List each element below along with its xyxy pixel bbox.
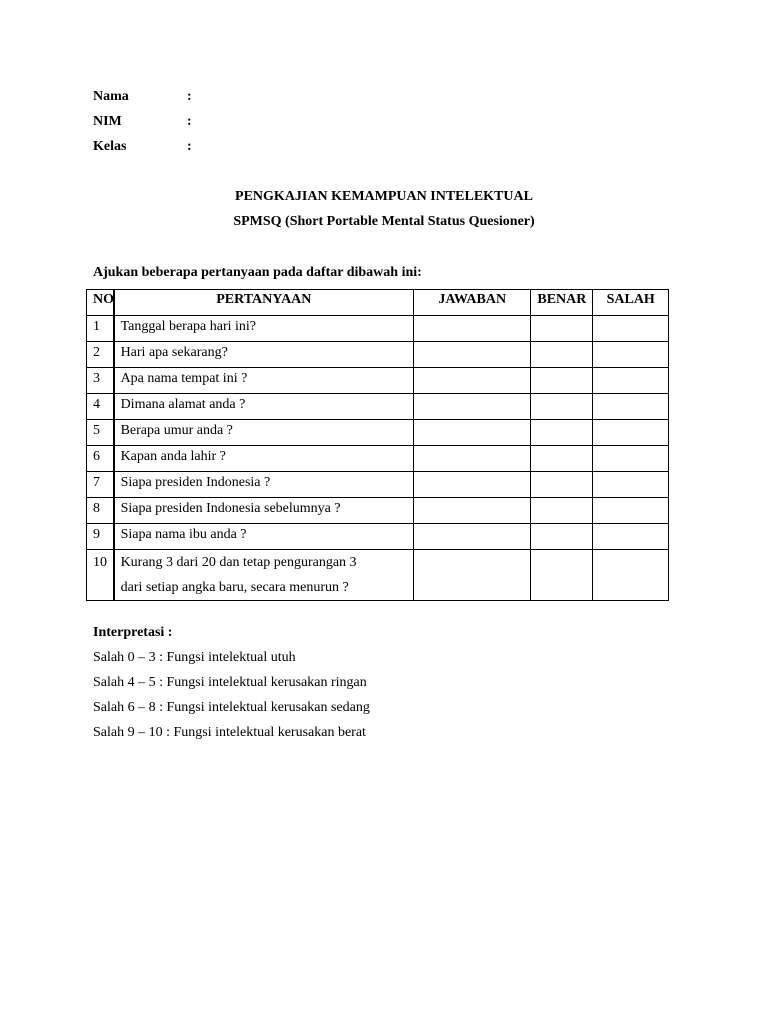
instruction-text: Ajukan beberapa pertanyaan pada daftar dibawah ini:	[93, 265, 422, 280]
table-row	[87, 472, 669, 498]
identity-label: Kelas	[93, 139, 127, 154]
correct-cell[interactable]	[531, 550, 593, 601]
identity-block	[93, 88, 192, 163]
header-answer: JAWABAN	[414, 290, 531, 316]
row-question: Siapa nama ibu anda ?	[114, 524, 414, 550]
wrong-cell[interactable]	[593, 524, 669, 550]
answer-cell[interactable]	[414, 420, 531, 446]
interpretation-line: Salah 9 – 10 : Fungsi intelektual kerusakan berat	[93, 725, 366, 740]
answer-cell[interactable]	[414, 342, 531, 368]
answer-cell[interactable]	[414, 524, 531, 550]
row-question: Kapan anda lahir ?	[114, 446, 414, 472]
document-subtitle: SPMSQ (Short Portable Mental Status Quesioner)	[233, 214, 535, 229]
row-number: 6	[87, 446, 114, 472]
correct-cell[interactable]	[531, 420, 593, 446]
table-row	[87, 316, 669, 342]
row-question: Berapa umur anda ?	[114, 420, 414, 446]
answer-cell[interactable]	[414, 316, 531, 342]
wrong-cell[interactable]	[593, 316, 669, 342]
row-question	[114, 550, 414, 601]
questions-table	[86, 289, 669, 601]
identity-label: NIM	[93, 114, 122, 129]
header-correct: BENAR	[531, 290, 593, 316]
row-question: Siapa presiden Indonesia ?	[114, 472, 414, 498]
header-wrong: SALAH	[593, 290, 669, 316]
row-number: 2	[87, 342, 114, 368]
row-question: Hari apa sekarang?	[114, 342, 414, 368]
correct-cell[interactable]	[531, 368, 593, 394]
row-number: 1	[87, 316, 114, 342]
row-number: 7	[87, 472, 114, 498]
table-row	[87, 420, 669, 446]
wrong-cell[interactable]	[593, 420, 669, 446]
wrong-cell[interactable]	[593, 550, 669, 601]
row-number: 5	[87, 420, 114, 446]
correct-cell[interactable]	[531, 472, 593, 498]
document-title: PENGKAJIAN KEMAMPUAN INTELEKTUAL	[235, 189, 533, 204]
table-row	[87, 368, 669, 394]
answer-cell[interactable]	[414, 446, 531, 472]
header-question: PERTANYAAN	[114, 290, 414, 316]
interpretation-line: Salah 6 – 8 : Fungsi intelektual kerusakan sedang	[93, 700, 370, 715]
row-number: 10	[87, 550, 114, 601]
row-question-line: Kurang 3 dari 20 dan tetap pengurangan 3	[120, 555, 357, 570]
interpretation-block	[93, 624, 370, 749]
row-question: Tanggal berapa hari ini?	[114, 316, 414, 342]
answer-cell[interactable]	[414, 498, 531, 524]
identity-row-nim	[93, 113, 192, 138]
correct-cell[interactable]	[531, 316, 593, 342]
wrong-cell[interactable]	[593, 446, 669, 472]
wrong-cell[interactable]	[593, 498, 669, 524]
answer-cell[interactable]	[414, 550, 531, 601]
row-number: 8	[87, 498, 114, 524]
table-row	[87, 342, 669, 368]
identity-colon: :	[187, 89, 192, 104]
row-number: 4	[87, 394, 114, 420]
wrong-cell[interactable]	[593, 394, 669, 420]
correct-cell[interactable]	[531, 394, 593, 420]
wrong-cell[interactable]	[593, 368, 669, 394]
correct-cell[interactable]	[531, 524, 593, 550]
interpretation-line: Salah 4 – 5 : Fungsi intelektual kerusakan ringan	[93, 675, 367, 690]
identity-row-name	[93, 88, 192, 113]
header-no: NO	[87, 290, 114, 316]
identity-colon: :	[187, 114, 192, 129]
correct-cell[interactable]	[531, 498, 593, 524]
wrong-cell[interactable]	[593, 472, 669, 498]
table-header-row	[87, 290, 669, 316]
table-row	[87, 524, 669, 550]
row-question: Dimana alamat anda ?	[114, 394, 414, 420]
row-question: Apa nama tempat ini ?	[114, 368, 414, 394]
interpretation-title: Interpretasi :	[93, 625, 173, 640]
row-question-line: dari setiap angka baru, secara menurun ?	[120, 580, 349, 595]
answer-cell[interactable]	[414, 394, 531, 420]
answer-cell[interactable]	[414, 472, 531, 498]
correct-cell[interactable]	[531, 446, 593, 472]
correct-cell[interactable]	[531, 342, 593, 368]
identity-colon: :	[187, 139, 192, 154]
interpretation-line: Salah 0 – 3 : Fungsi intelektual utuh	[93, 650, 296, 665]
table-row	[87, 446, 669, 472]
row-number: 9	[87, 524, 114, 550]
answer-cell[interactable]	[414, 368, 531, 394]
row-question: Siapa presiden Indonesia sebelumnya ?	[114, 498, 414, 524]
identity-row-class	[93, 138, 192, 163]
table-row	[87, 394, 669, 420]
row-number: 3	[87, 368, 114, 394]
identity-label: Nama	[93, 89, 129, 104]
wrong-cell[interactable]	[593, 342, 669, 368]
table-row	[87, 550, 669, 601]
table-row	[87, 498, 669, 524]
